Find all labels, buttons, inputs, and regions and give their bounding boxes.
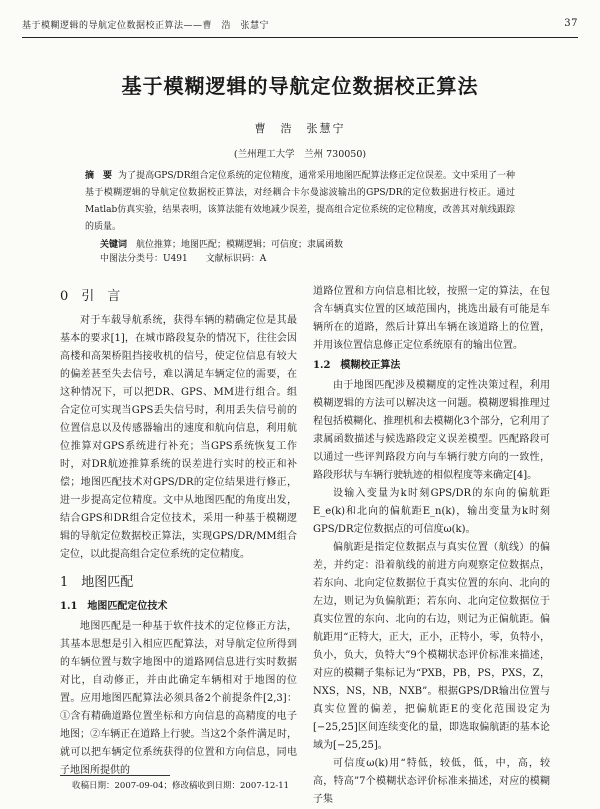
running-title: 基于模糊逻辑的导航定位数据校正算法——曹 浩 张慧宁 [22, 21, 270, 31]
paper-affiliation: (兰州理工大学 兰州 730050) [233, 149, 367, 160]
keywords-label: 关键词 [100, 240, 128, 250]
header-rule [22, 37, 578, 38]
paper-title: 基于模糊逻辑的导航定位数据校正算法 [121, 74, 479, 98]
section-1-2-paragraph-2: 设输入变量为k时刻GPS/DR的东向的偏航距E_e(k)和北向的偏航距E_n(k)，输出变量为k时刻GPS/DR定位数据点的可信度ω(k)。 [313, 488, 550, 535]
paper-authors: 曹 浩 张慧宁 [254, 122, 346, 135]
footnote-rule [60, 775, 170, 776]
keywords-text: 航位推算；地图匹配；模糊逻辑；可信度；隶属函数 [136, 240, 344, 250]
abstract-text: 为了提高GPS/DR组合定位系统的定位精度，通常采用地图匹配算法修正定位误差。文中采用了一种基于模糊逻辑的导航定位数据校正算法，对经耦合卡尔曼滤波输出的GPS/DR的定位数据进行校正。通过Matlab仿真实验，结果表明，该算法能有效地减少误差，提高组合定位系统的定位精度，改善其对航线跟踪的质量。 [85, 171, 515, 232]
footnote: 收稿日期：2007-09-04；修改稿收到日期：2007-12-11 [72, 781, 290, 791]
section-1-title: 1 地图匹配 [60, 575, 134, 590]
section-0-paragraph: 对于车载导航系统，获得车辆的精确定位是其最基本的要求[1]，在城市路段复杂的情况下，往往会因高楼和高架桥阻挡接收机的信号，使定位信息有较大的偏差甚至失去信号，难以满足车辆定位的需要，在这种情况下，可以把DR、GPS、MM进行组合。组合定位可实现当GPS丢失信号时，利用丢失信号前的位置信息以及传感器输出的速度和航向信息，利用航位推算对GPS系统进行补充；当GPS系统恢复工作时，对DR航迹推算系统的误差进行实时的校正和补偿；地图匹配技术对GPS/DR的定位结果进行修正，进一步提高定位精度。文中从地图匹配的角度出发，结合GPS和DR组合定位技术，采用一种基于模糊逻辑的导航定位数据校正算法，实现GPS/DR/MM组合定位，以此提高组合定位系统的定位精度。 [60, 315, 297, 560]
running-header [22, 18, 578, 34]
classification: 中图法分类号：U491 文献标识码：A [100, 254, 267, 264]
section-1-2-title: 1.2 模糊校正算法 [313, 360, 401, 371]
right-column [313, 283, 550, 809]
section-1-1-title: 1.1 地图匹配定位技术 [60, 601, 168, 612]
section-1-1-continued: 道路位置和方向信息相比较，按照一定的算法，在包含车辆真实位置的区域范围内，挑选出最有可能是车辆所在的道路，然后计算出车辆在该道路上的位置，并用该位置信息修正定位系统原有的输出位置。 [313, 286, 550, 351]
section-0-title: 0 引 言 [60, 289, 121, 304]
left-column [60, 288, 297, 780]
abstract [85, 168, 515, 236]
section-1-2-paragraph-3: 偏航距是指定位数据点与真实位置（航线）的偏差，并约定：沿着航线的前进方向观察定位数据点，若东向、北向定位数据位于真实位置的东向、北向的左边，则记为负偏航距；若东向、北向定位数据位于真实位置的东向、北向的右边，则记为正偏航距。偏航距用“正特大，正大，正小，正特小，零，负特小，负小，负大，负特大”9个模糊状态评价标准来描述，对应的模糊子集标记为“PXB，PB，PS，PXS，Z，NXS，NS，NB，NXB”。根据GPS/DR输出位置与真实位置的偏差，把偏航距E的变化范围设定为[−25,25]区间连续变化的量，即选取偏航距的基本论域为[−25,25]。 [313, 542, 550, 751]
abstract-label: 摘 要 [85, 171, 113, 181]
section-1-1-paragraph: 地图匹配是一种基于软件技术的定位修正方法，其基本思想是引入相应匹配算法，对导航定位所得到的车辆位置与数字地图中的道路网信息进行实时数据对比，自动修正，并由此确定车辆相对于地图的位置。应用地图匹配算法必须具备2个前提条件[2,3]：①含有精确道路位置坐标和方向信息的高精度的电子地图；②车辆正在道路上行驶。当这2个条件满足时，就可以把车辆定位系统获得的位置和方向信息，同电子地图所提供的 [60, 621, 297, 776]
keywords [100, 237, 520, 250]
section-1-2-paragraph-1: 由于地图匹配涉及模糊度的定性决策过程，利用模糊逻辑的方法可以解决这一问题。模糊逻辑推理过程包括模糊化、推理机和去模糊化3个部分，它利用了隶属函数描述与候选路段定义误差模型。匹配路段可以通过一些评判路段方向与车辆行驶方向的一致性，路段形状与车辆行驶轨迹的相似程度等来确定[4]。 [313, 380, 550, 481]
section-1-2-paragraph-4: 可信度ω(k)用“特低，较低，低，中，高，较高，特高”7个模糊状态评价标准来描述，对应的模糊子集 [313, 758, 550, 805]
page-number: 37 [564, 18, 578, 29]
